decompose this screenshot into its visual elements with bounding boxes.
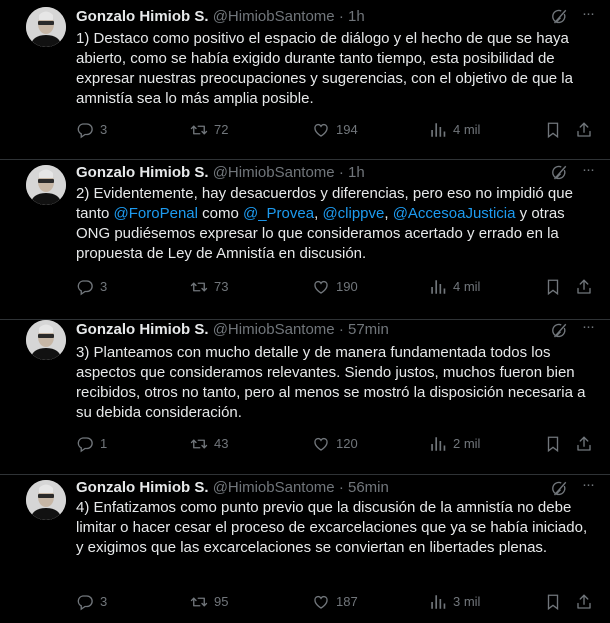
tweet-actions	[76, 277, 596, 297]
bookmark-button[interactable]	[544, 592, 562, 612]
author-handle[interactable]: @HimiobSantome	[212, 8, 335, 25]
view-count: 2 mil	[453, 436, 481, 451]
avatar[interactable]	[26, 320, 66, 360]
text-segment: 2) Evidentemente, hay desacuerdos y diferencias, pero eso no impidió que tanto	[76, 185, 573, 222]
separator: ·	[338, 479, 344, 496]
tweet-4[interactable]	[0, 475, 610, 623]
author-name[interactable]: Gonzalo Himiob S.	[76, 164, 209, 181]
mention-link[interactable]: @clippve	[322, 205, 385, 222]
tweet-text: 4) Enfatizamos como punto previo que la discusión de la amnistía no debe limitar o hacer cesar el proceso de excarcelaciones que ya se había iniciado, y exigimos que las excarcelaciones se conviertan en libertades plenas.	[76, 499, 588, 556]
reply-icon	[76, 435, 94, 453]
like-icon	[312, 121, 330, 139]
view-count: 3 mil	[453, 594, 481, 609]
tweet-header	[76, 478, 389, 498]
tweet-2[interactable]	[0, 160, 610, 320]
like-button[interactable]	[312, 120, 358, 140]
more-icon[interactable]: ···	[582, 318, 594, 335]
timestamp[interactable]: 56min	[347, 479, 389, 496]
views-button[interactable]	[429, 120, 480, 140]
repost-button[interactable]	[190, 592, 228, 612]
bookmark-icon	[544, 593, 562, 611]
views-button[interactable]	[429, 592, 480, 612]
like-button[interactable]	[312, 277, 358, 297]
avatar[interactable]	[26, 7, 66, 47]
share-icon	[575, 121, 593, 139]
tweet-text	[76, 184, 596, 264]
author-name[interactable]: Gonzalo Himiob S.	[76, 8, 209, 25]
reply-button[interactable]	[76, 277, 107, 297]
like-icon	[312, 435, 330, 453]
text-segment: como	[197, 205, 243, 222]
avatar[interactable]	[26, 480, 66, 520]
bookmark-button[interactable]	[544, 434, 562, 454]
mention-link[interactable]: @ForoPenal	[113, 205, 198, 222]
share-button[interactable]	[575, 120, 593, 140]
repost-icon	[190, 278, 208, 296]
timestamp[interactable]: 1h	[347, 8, 365, 25]
more-icon[interactable]: ···	[582, 476, 594, 493]
views-icon	[429, 593, 447, 611]
reply-icon	[76, 121, 94, 139]
tweet-text: 3) Planteamos con mucho detalle y de manera fundamentada todos los aspectos que consideramos relevantes. Siendo justos, muchos fueron bien recibidos, otros no tanto, pero al menos se mostró la disposición necesaria a su debida consideración.	[76, 344, 586, 421]
repost-icon	[190, 435, 208, 453]
reply-count: 3	[100, 279, 108, 294]
tweet-header	[76, 7, 365, 27]
share-button[interactable]	[575, 434, 593, 454]
author-name[interactable]: Gonzalo Himiob S.	[76, 321, 209, 338]
share-button[interactable]	[575, 277, 593, 297]
views-button[interactable]	[429, 434, 480, 454]
like-icon	[312, 278, 330, 296]
more-icon[interactable]: ···	[582, 5, 594, 22]
text-segment: y otras ONG pudiésemos expresar lo que consideramos acertado y errado en la propuesta de Ley de Amnistía en discusión.	[76, 205, 565, 262]
like-count: 187	[336, 594, 358, 609]
views-button[interactable]	[429, 277, 480, 297]
reply-button[interactable]	[76, 120, 107, 140]
reply-icon	[76, 593, 94, 611]
repost-count: 72	[214, 122, 229, 137]
avatar[interactable]	[26, 165, 66, 205]
repost-button[interactable]	[190, 434, 228, 454]
tweet-header	[76, 320, 389, 340]
like-button[interactable]	[312, 592, 358, 612]
mention-link[interactable]: @AccesoaJusticia	[392, 205, 516, 222]
views-icon	[429, 435, 447, 453]
author-name[interactable]: Gonzalo Himiob S.	[76, 479, 209, 496]
repost-button[interactable]	[190, 277, 228, 297]
repost-icon	[190, 593, 208, 611]
bookmark-icon	[544, 435, 562, 453]
like-count: 120	[336, 436, 358, 451]
more-icon[interactable]: ···	[582, 161, 594, 178]
mention-link[interactable]: @_Provea	[242, 205, 315, 222]
views-icon	[429, 121, 447, 139]
grok-icon[interactable]	[550, 480, 568, 498]
reply-button[interactable]	[76, 592, 107, 612]
repost-icon	[190, 121, 208, 139]
repost-count: 95	[214, 594, 229, 609]
bookmark-button[interactable]	[544, 120, 562, 140]
text-segment: ,	[314, 205, 323, 222]
author-handle[interactable]: @HimiobSantome	[212, 164, 335, 181]
repost-button[interactable]	[190, 120, 228, 140]
views-icon	[429, 278, 447, 296]
tweet-text: 1) Destaco como positivo el espacio de diálogo y el hecho de que se haya abierto, como se había exigido durante tanto tiempo, esta posibilidad de expresar nuestras preocupaciones y sugerencias, con el objetivo de que la amnistía sea lo más amplia posible.	[76, 30, 573, 107]
bookmark-button[interactable]	[544, 277, 562, 297]
tweet-actions	[76, 592, 596, 612]
separator: ·	[338, 8, 344, 25]
like-icon	[312, 593, 330, 611]
like-button[interactable]	[312, 434, 358, 454]
share-icon	[575, 435, 593, 453]
share-icon	[575, 278, 593, 296]
separator: ·	[338, 321, 344, 338]
reply-count: 3	[100, 122, 108, 137]
bookmark-icon	[544, 121, 562, 139]
tweet-1[interactable]	[0, 0, 610, 160]
reply-count: 3	[100, 594, 108, 609]
tweet-3[interactable]	[0, 320, 610, 475]
author-handle[interactable]: @HimiobSantome	[212, 321, 335, 338]
like-count: 194	[336, 122, 358, 137]
tweet-header	[76, 163, 365, 183]
share-button[interactable]	[575, 592, 593, 612]
reply-button[interactable]	[76, 434, 107, 454]
tweet-actions	[76, 120, 596, 140]
share-icon	[575, 593, 593, 611]
repost-count: 73	[214, 279, 229, 294]
view-count: 4 mil	[453, 279, 481, 294]
timestamp[interactable]: 57min	[347, 321, 389, 338]
text-segment: ,	[384, 205, 393, 222]
reply-icon	[76, 278, 94, 296]
author-handle[interactable]: @HimiobSantome	[212, 479, 335, 496]
like-count: 190	[336, 279, 358, 294]
grok-icon[interactable]	[550, 322, 568, 340]
bookmark-icon	[544, 278, 562, 296]
grok-icon[interactable]	[550, 164, 568, 182]
separator: ·	[338, 164, 344, 181]
repost-count: 43	[214, 436, 229, 451]
timestamp[interactable]: 1h	[347, 164, 365, 181]
grok-icon[interactable]	[550, 8, 568, 26]
view-count: 4 mil	[453, 122, 481, 137]
tweet-actions	[76, 434, 596, 454]
reply-count: 1	[100, 436, 108, 451]
